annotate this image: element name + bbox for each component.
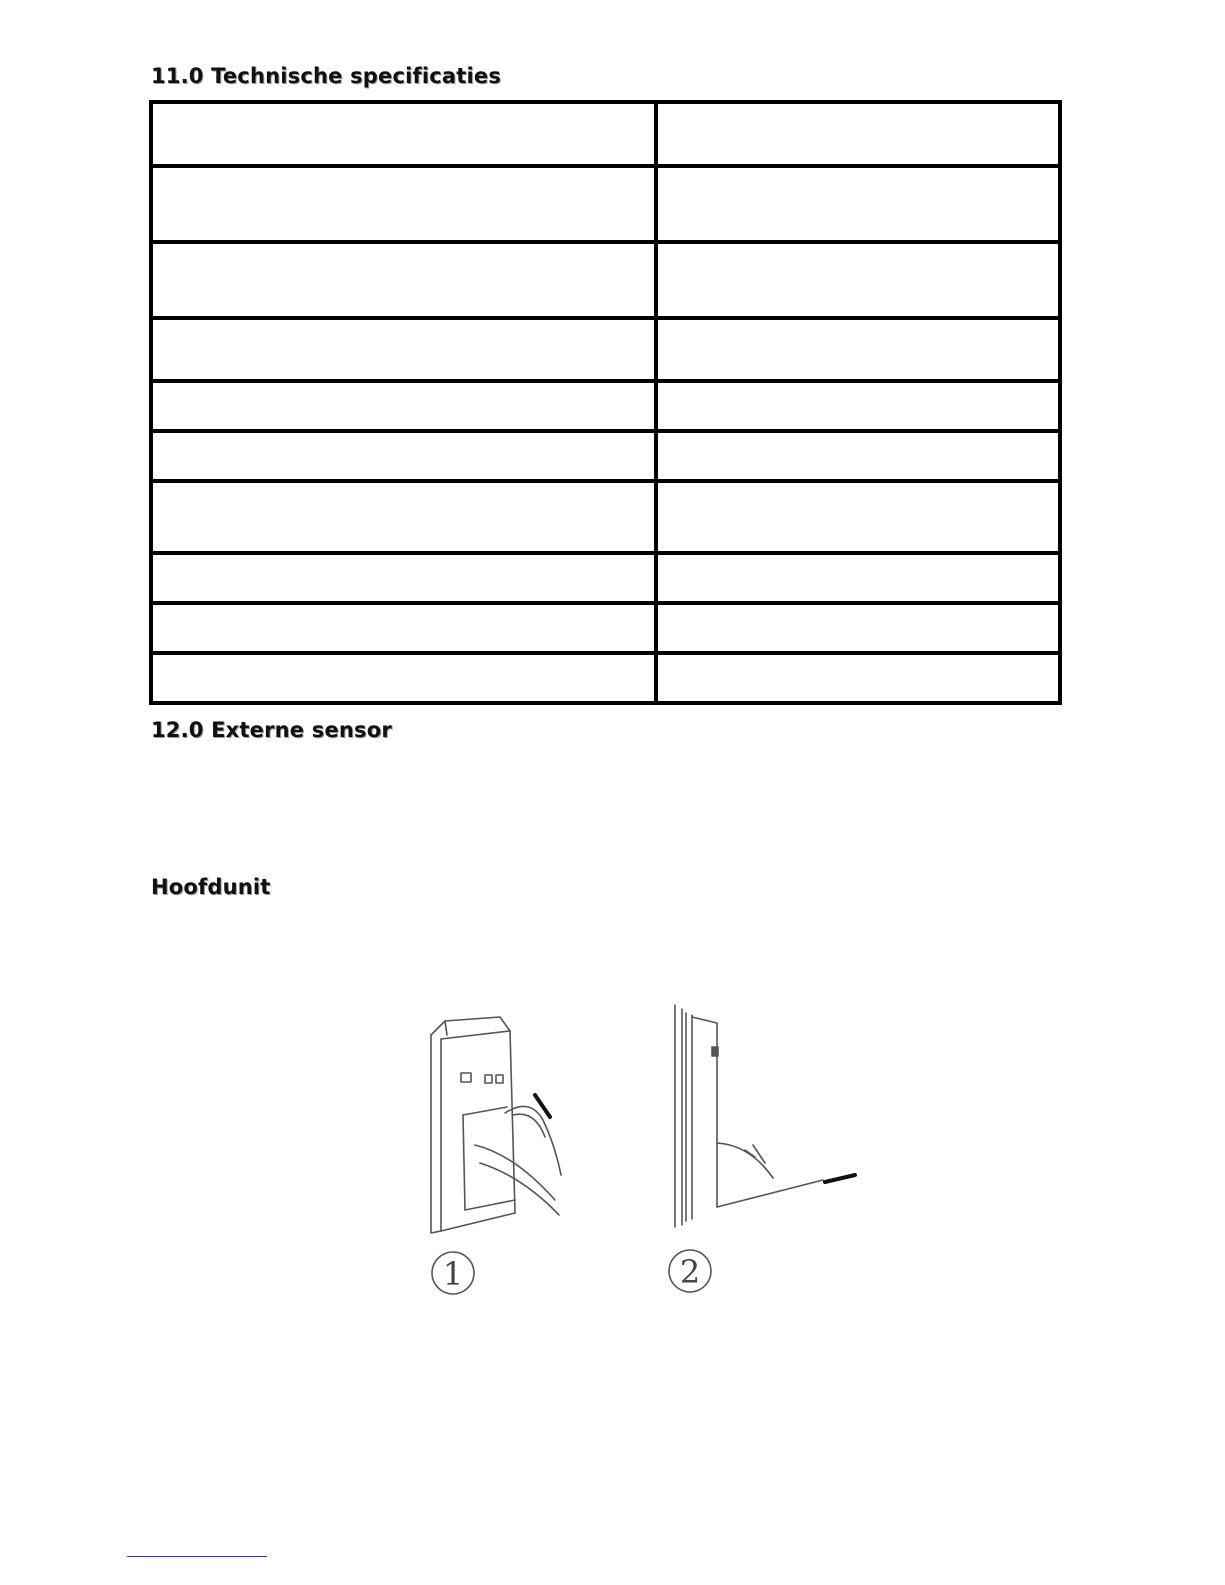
spec-value-cell: [656, 431, 1060, 481]
footnote-separator: [127, 1556, 267, 1557]
table-row: [151, 653, 1060, 703]
spec-label-cell: [151, 481, 656, 553]
spec-value-cell: [656, 481, 1060, 553]
step-2-number: 2: [679, 1253, 701, 1291]
spec-value-cell: [656, 653, 1060, 703]
table-row: [151, 318, 1060, 381]
spec-value-cell: [656, 318, 1060, 381]
spec-value-cell: [656, 603, 1060, 653]
spec-label-cell: [151, 242, 656, 318]
table-row: [151, 431, 1060, 481]
spec-label-cell: [151, 318, 656, 381]
table-row: [151, 553, 1060, 603]
spec-value-cell: [656, 102, 1060, 166]
spec-label-cell: [151, 553, 656, 603]
stand-installation-illustration: [405, 995, 875, 1325]
spec-label-cell: [151, 431, 656, 481]
section-heading-external-sensor: 12.0 Externe sensor: [151, 718, 392, 742]
table-row: [151, 166, 1060, 242]
table-row: [151, 481, 1060, 553]
spec-table: [149, 100, 1062, 705]
spec-label-cell: [151, 603, 656, 653]
spec-label-cell: [151, 653, 656, 703]
section-heading-technical-specs: 11.0 Technische specificaties: [151, 64, 502, 88]
step-1-drawing: [431, 1017, 561, 1233]
step-2-drawing: [675, 1005, 823, 1227]
table-row: [151, 603, 1060, 653]
spec-value-cell: [656, 381, 1060, 431]
spec-label-cell: [151, 166, 656, 242]
spec-label-cell: [151, 102, 656, 166]
section-heading-main-unit: Hoofdunit: [151, 875, 271, 899]
spec-value-cell: [656, 553, 1060, 603]
spec-label-cell: [151, 381, 656, 431]
spec-value-cell: [656, 242, 1060, 318]
spec-value-cell: [656, 166, 1060, 242]
table-row: [151, 242, 1060, 318]
step-1-number: 1: [442, 1255, 464, 1293]
table-row: [151, 381, 1060, 431]
table-row: [151, 102, 1060, 166]
